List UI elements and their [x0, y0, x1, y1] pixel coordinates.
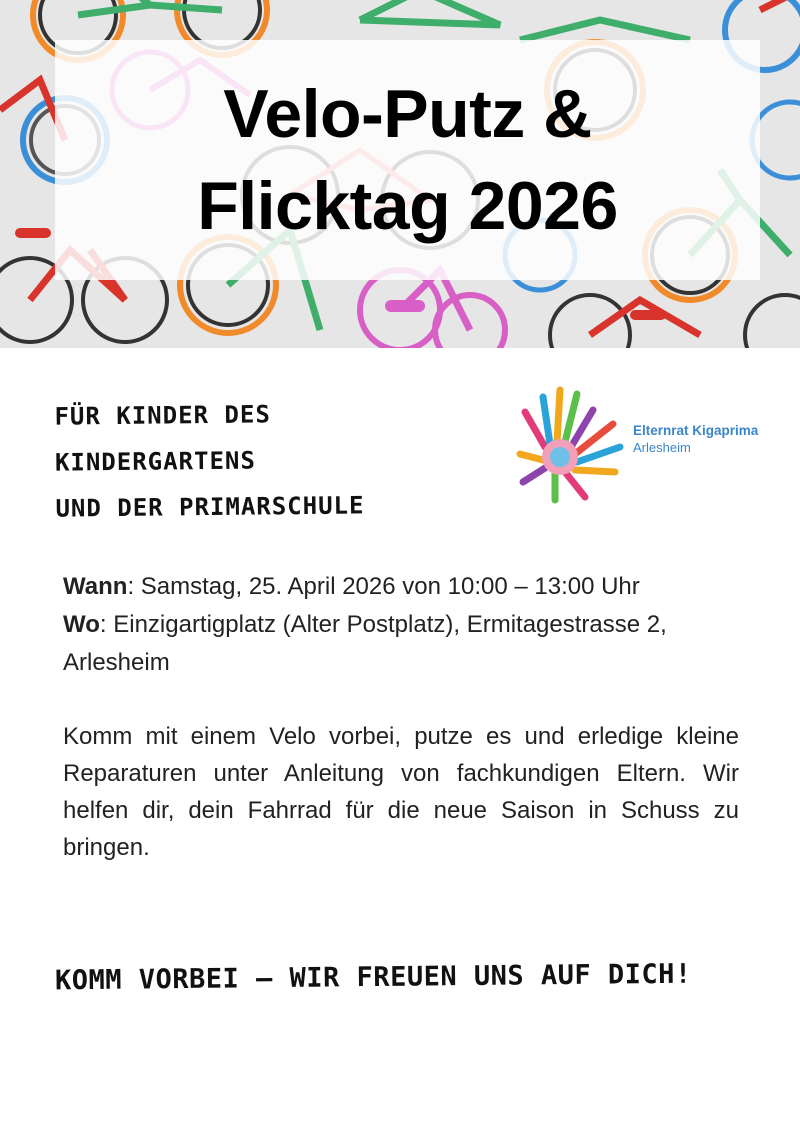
- colorful-hands-logo-icon: [515, 372, 635, 507]
- audience-line-1: FÜR KINDER DES: [54, 400, 271, 431]
- event-title-line-1: Velo-Putz &: [223, 76, 592, 152]
- logo-place: Arlesheim: [633, 440, 691, 455]
- where-value: : Einzigartigplatz (Alter Postplatz), Ermitagestrasse 2, Arlesheim: [63, 611, 667, 676]
- audience-heading: [54, 390, 364, 531]
- logo-text: [633, 422, 758, 456]
- elternrat-logo: [515, 372, 780, 507]
- when-row: [63, 568, 743, 606]
- where-label: Wo: [63, 611, 100, 638]
- when-value: : Samstag, 25. April 2026 von 10:00 – 13:00 Uhr: [127, 573, 640, 600]
- logo-organization-name: Elternrat Kigaprima: [633, 423, 759, 438]
- title-box: [55, 40, 760, 280]
- event-details: [63, 568, 743, 682]
- when-label: Wann: [63, 573, 128, 600]
- where-row: [63, 606, 743, 682]
- audience-line-2: KINDERGARTENS: [54, 446, 256, 477]
- closing-message: KOMM VORBEI – WIR FREUEN UNS AUF DICH!: [54, 958, 692, 997]
- event-description: Komm mit einem Velo vorbei, putze es und erledige kleine Reparaturen unter Anleitung von fachkundigen Eltern. Wir helfen dir, dein Fahrrad für die neue Saison in Schuss zu bringen.: [63, 723, 739, 861]
- audience-line-3: UND DER PRIMARSCHULE: [55, 491, 365, 523]
- event-title-line-2: Flicktag 2026: [197, 168, 618, 244]
- header-banner: [0, 0, 800, 348]
